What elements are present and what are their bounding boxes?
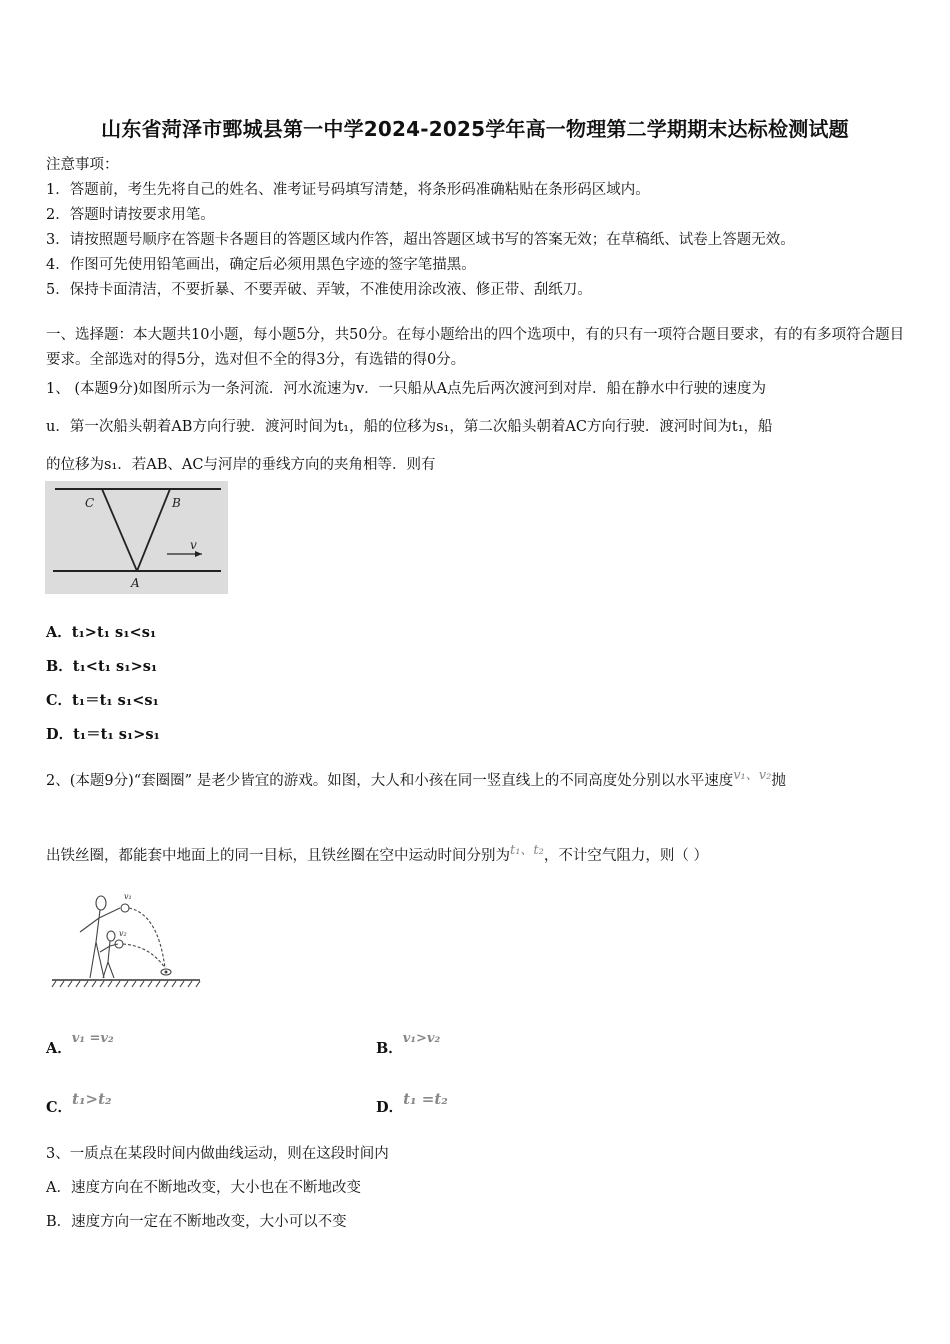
- notice-heading: 注意事项：: [46, 157, 119, 173]
- page-title: 山东省菏泽市鄄城县第一中学2024-2025学年高一物理第二学期期末达标检测试题: [101, 117, 849, 141]
- q2-stem-line1: [46, 769, 786, 790]
- q1-stem-line2: u．第一次船头朝着AB方向行驶．渡河时间为t₁，船的位移为s₁，第二次船头朝着AC方向行驶．渡河时间为t₁，船: [46, 419, 773, 435]
- q1-stem-line3: 的位移为s₁．若AB、AC与河岸的垂线方向的夹角相等．则有: [46, 457, 436, 473]
- river-diagram: [45, 481, 228, 594]
- label-v2: v₂: [119, 929, 127, 938]
- q1-option-b: B．t₁<t₁ s₁>s₁: [46, 658, 158, 675]
- q2-option-c: [46, 1090, 112, 1117]
- q2-stem-line1-text: 2、(本题9分)“套圈圈” 是老少皆宜的游戏。如图，大人和小孩在同一竖直线上的不同高度处分别以水平速度: [46, 773, 734, 789]
- q1-stem-line1: 1、 (本题9分)如图所示为一条河流．河水流速为v．一只船从A点先后两次渡河到对岸．船在静水中行驶的速度为: [46, 381, 767, 397]
- label-v: v: [190, 538, 197, 552]
- q1-option-a: A．t₁>t₁ s₁<s₁: [46, 624, 157, 641]
- q3-option-a: A．速度方向在不断地改变，大小也在不断地改变: [46, 1180, 361, 1196]
- label-c: C: [85, 496, 95, 510]
- q2-stem-line2: [46, 844, 708, 865]
- q2-option-d-letter: D．: [376, 1099, 404, 1116]
- q2-option-d: [376, 1090, 448, 1117]
- notice-item: 4．作图可先使用铅笔画出，确定后必须用黑色字迹的签字笔描黑。: [46, 257, 476, 273]
- q2-option-c-formula: t₁>t₂: [72, 1090, 112, 1108]
- q2-stem-line2-end: ，不计空气阻力，则（ ）: [543, 848, 708, 864]
- q2-option-d-formula: t₁ =t₂: [403, 1090, 448, 1108]
- ring-toss-svg: [48, 886, 204, 990]
- label-a: A: [131, 576, 140, 590]
- q2-option-b-formula: v₁>v₂: [402, 1031, 441, 1046]
- q2-option-b: [376, 1031, 441, 1058]
- notice-item: 3．请按照题号顺序在答题卡各题目的答题区域内作答，超出答题区域书写的答案无效；在草稿纸、试卷上答题无效。: [46, 232, 795, 248]
- q3-stem: 3、一质点在某段时间内做曲线运动，则在这段时间内: [46, 1146, 389, 1162]
- q2-option-a: [46, 1031, 114, 1058]
- q3-option-b: B．速度方向一定在不断地改变，大小可以不变: [46, 1214, 347, 1230]
- q2-option-a-formula: v₁ =v₂: [71, 1031, 114, 1046]
- notice-item: 1．答题前，考生先将自己的姓名、准考证号码填写清楚，将条形码准确粘贴在条形码区域内。: [46, 182, 650, 198]
- q1-option-d: D．t₁＝t₁ s₁>s₁: [46, 726, 160, 743]
- q2-option-c-letter: C．: [46, 1099, 73, 1116]
- label-b: B: [172, 496, 181, 510]
- q2-time-symbols: t₁、t₂: [510, 843, 544, 858]
- notice-item: 2．答题时请按要求用笔。: [46, 207, 215, 223]
- q2-option-b-letter: B．: [376, 1040, 403, 1057]
- q2-option-a-letter: A．: [46, 1040, 72, 1057]
- q1-option-c: C．t₁＝t₁ s₁<s₁: [46, 692, 159, 709]
- section-intro: 一、选择题：本大题共10小题，每小题5分，共50分。在每小题给出的四个选项中，有的只有一项符合题目要求，有的有多项符合题目要求。全部选对的得5分，选对但不全的得3分，有选错的得0分。: [46, 327, 905, 368]
- river-diagram-svg: [45, 481, 228, 594]
- q2-stem-line1-end: 抛: [771, 773, 786, 789]
- q2-velocity-symbols: v₁、v₂: [733, 768, 772, 783]
- label-v1: v₁: [124, 892, 132, 901]
- notice-item: 5．保持卡面清洁，不要折暴、不要弄破、弄皱，不准使用涂改液、修正带、刮纸刀。: [46, 282, 592, 298]
- q2-stem-line2-text: 出铁丝圈，都能套中地面上的同一目标，且铁丝圈在空中运动时间分别为: [46, 848, 510, 864]
- ring-toss-diagram: [48, 886, 204, 990]
